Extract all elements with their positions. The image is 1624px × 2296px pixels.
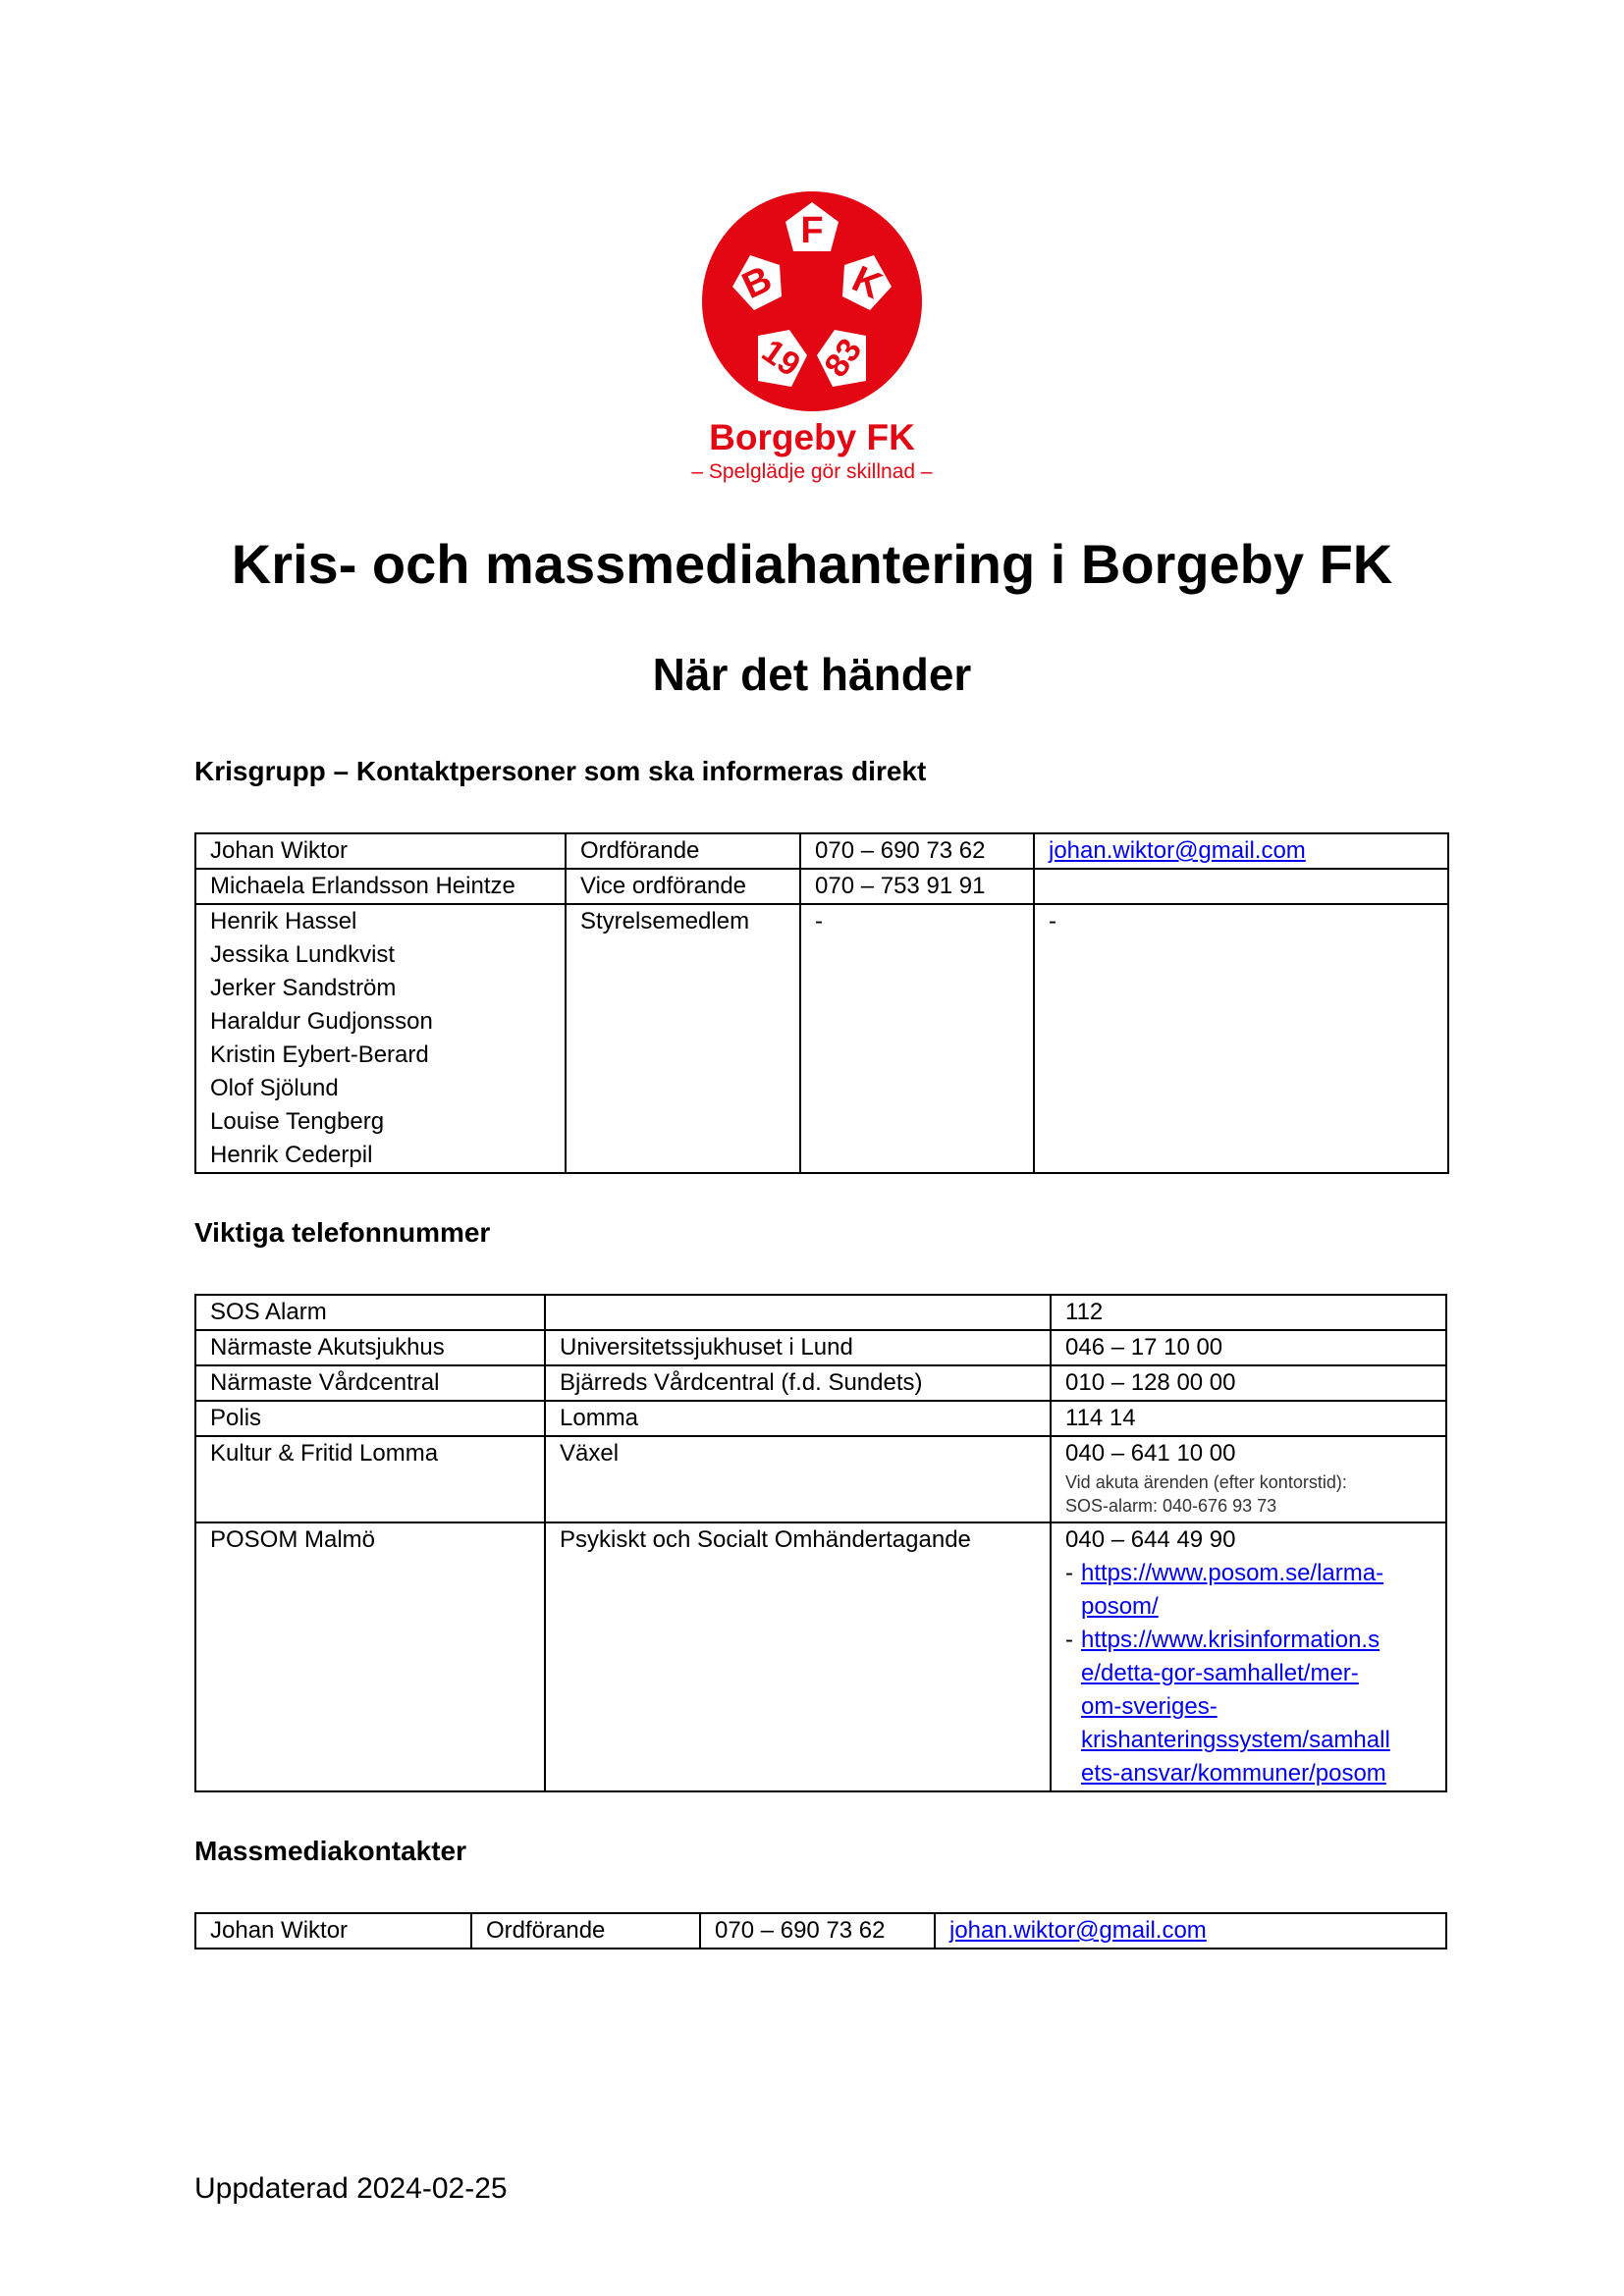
posom-link[interactable]: - https://www.posom.se/larma- posom/ [1065, 1560, 1384, 1620]
krisinformation-link[interactable]: - https://www.krisinformation.s e/detta-gor-samhallet/mer- om-sveriges- krishanteringssystem/samhall ets-ansvar/kommuner/posom [1065, 1627, 1390, 1787]
table-row [195, 833, 1448, 869]
krisgrupp-heading: Krisgrupp – Kontaktpersoner som ska informeras direkt [194, 756, 927, 786]
email-link[interactable]: johan.wiktor@gmail.com [949, 1917, 1207, 1944]
krisgrupp-table [194, 832, 1449, 1174]
board-member: Henrik Cederpil [210, 1142, 373, 1168]
phone-number: 114 14 [1051, 1401, 1446, 1436]
logo-club-name: Borgeby FK [709, 417, 915, 457]
phone-name: SOS Alarm [195, 1295, 545, 1330]
email-link[interactable]: johan.wiktor@gmail.com [1049, 837, 1306, 864]
updated-date: Uppdaterad 2024-02-25 [194, 2172, 508, 2205]
table-row [195, 869, 1448, 904]
link-part[interactable]: https://www.posom.se/larma- [1081, 1560, 1384, 1586]
logo-slogan: – Spelglädje gör skillnad – [691, 460, 933, 483]
board-member: Olof Sjölund [210, 1075, 339, 1101]
logo-letter-k: K [845, 258, 889, 308]
contact-email-cell [1034, 833, 1448, 869]
phone-name: Närmaste Vårdcentral [195, 1365, 545, 1401]
board-phone: - [800, 904, 1034, 1173]
contact-role: Vice ordförande [566, 869, 800, 904]
phone-desc: Bjärreds Vårdcentral (f.d. Sundets) [545, 1365, 1051, 1401]
logo-letter-b: B [735, 258, 779, 308]
table-row [195, 1295, 1446, 1330]
phone-name: Kultur & Fritid Lomma [195, 1436, 545, 1522]
contact-email [1034, 869, 1448, 904]
club-logo [649, 188, 975, 485]
board-member-names [195, 904, 566, 1173]
phone-name: POSOM Malmö [195, 1522, 545, 1791]
phone-desc: Växel [545, 1436, 1051, 1522]
table-row [195, 1365, 1446, 1401]
phone-number: 112 [1051, 1295, 1446, 1330]
logo-letter-f: F [800, 210, 824, 251]
table-row [195, 1913, 1446, 1949]
link-part[interactable]: posom/ [1081, 1593, 1159, 1620]
table-row [195, 1330, 1446, 1365]
table-row [195, 1522, 1446, 1791]
board-member: Jerker Sandström [210, 975, 397, 1001]
phone-number-cell [1051, 1522, 1446, 1791]
phone-name: Närmaste Akutsjukhus [195, 1330, 545, 1365]
phone-note: Vid akuta ärenden (efter kontorstid): [1065, 1472, 1347, 1492]
massmedia-heading: Massmediakontakter [194, 1836, 467, 1866]
telefon-table [194, 1294, 1447, 1792]
contact-phone: 070 – 690 73 62 [700, 1913, 935, 1949]
board-email: - [1034, 904, 1448, 1173]
link-part[interactable]: om-sveriges- [1081, 1693, 1218, 1720]
contact-phone: 070 – 690 73 62 [800, 833, 1034, 869]
logo-year-left: 19 [755, 332, 807, 385]
contact-name: Michaela Erlandsson Heintze [195, 869, 566, 904]
table-row [195, 1436, 1446, 1522]
page-title: Kris- och massmediahantering i Borgeby FK [231, 533, 1393, 595]
board-member: Louise Tengberg [210, 1108, 385, 1135]
contact-role: Ordförande [471, 1913, 700, 1949]
contact-email-cell [935, 1913, 1446, 1949]
link-part[interactable]: krishanteringssystem/samhall [1081, 1727, 1390, 1753]
logo-year-right: 83 [817, 332, 870, 384]
contact-phone: 070 – 753 91 91 [800, 869, 1034, 904]
link-part[interactable]: e/detta-gor-samhallet/mer- [1081, 1660, 1359, 1686]
table-row [195, 904, 1448, 1173]
table-row [195, 1401, 1446, 1436]
link-part[interactable]: ets-ansvar/kommuner/posom [1081, 1760, 1386, 1787]
board-member: Haraldur Gudjonsson [210, 1008, 433, 1035]
board-role: Styrelsemedlem [566, 904, 800, 1173]
phone-name: Polis [195, 1401, 545, 1436]
page-subtitle: När det händer [652, 649, 972, 700]
board-member: Henrik Hassel [210, 908, 357, 934]
phone-desc: Lomma [545, 1401, 1051, 1436]
massmedia-table [194, 1912, 1447, 1949]
phone-desc: Psykiskt och Socialt Omhändertagande [545, 1522, 1051, 1791]
phone-number: 046 – 17 10 00 [1051, 1330, 1446, 1365]
phone-note: SOS-alarm: 040-676 93 73 [1065, 1496, 1277, 1516]
contact-name: Johan Wiktor [195, 833, 566, 869]
phone-desc: Universitetssjukhuset i Lund [545, 1330, 1051, 1365]
contact-role: Ordförande [566, 833, 800, 869]
phone-number: 040 – 641 10 00 [1065, 1440, 1236, 1467]
link-part[interactable]: https://www.krisinformation.s [1081, 1627, 1380, 1653]
board-member: Jessika Lundkvist [210, 941, 396, 968]
board-member: Kristin Eybert-Berard [210, 1041, 429, 1068]
contact-name: Johan Wiktor [195, 1913, 471, 1949]
telefon-heading: Viktiga telefonnummer [194, 1217, 491, 1248]
phone-desc [545, 1295, 1051, 1330]
phone-number: 010 – 128 00 00 [1051, 1365, 1446, 1401]
phone-number-cell [1051, 1436, 1446, 1522]
football-logo-icon [699, 188, 925, 414]
phone-number: 040 – 644 49 90 [1065, 1526, 1236, 1553]
